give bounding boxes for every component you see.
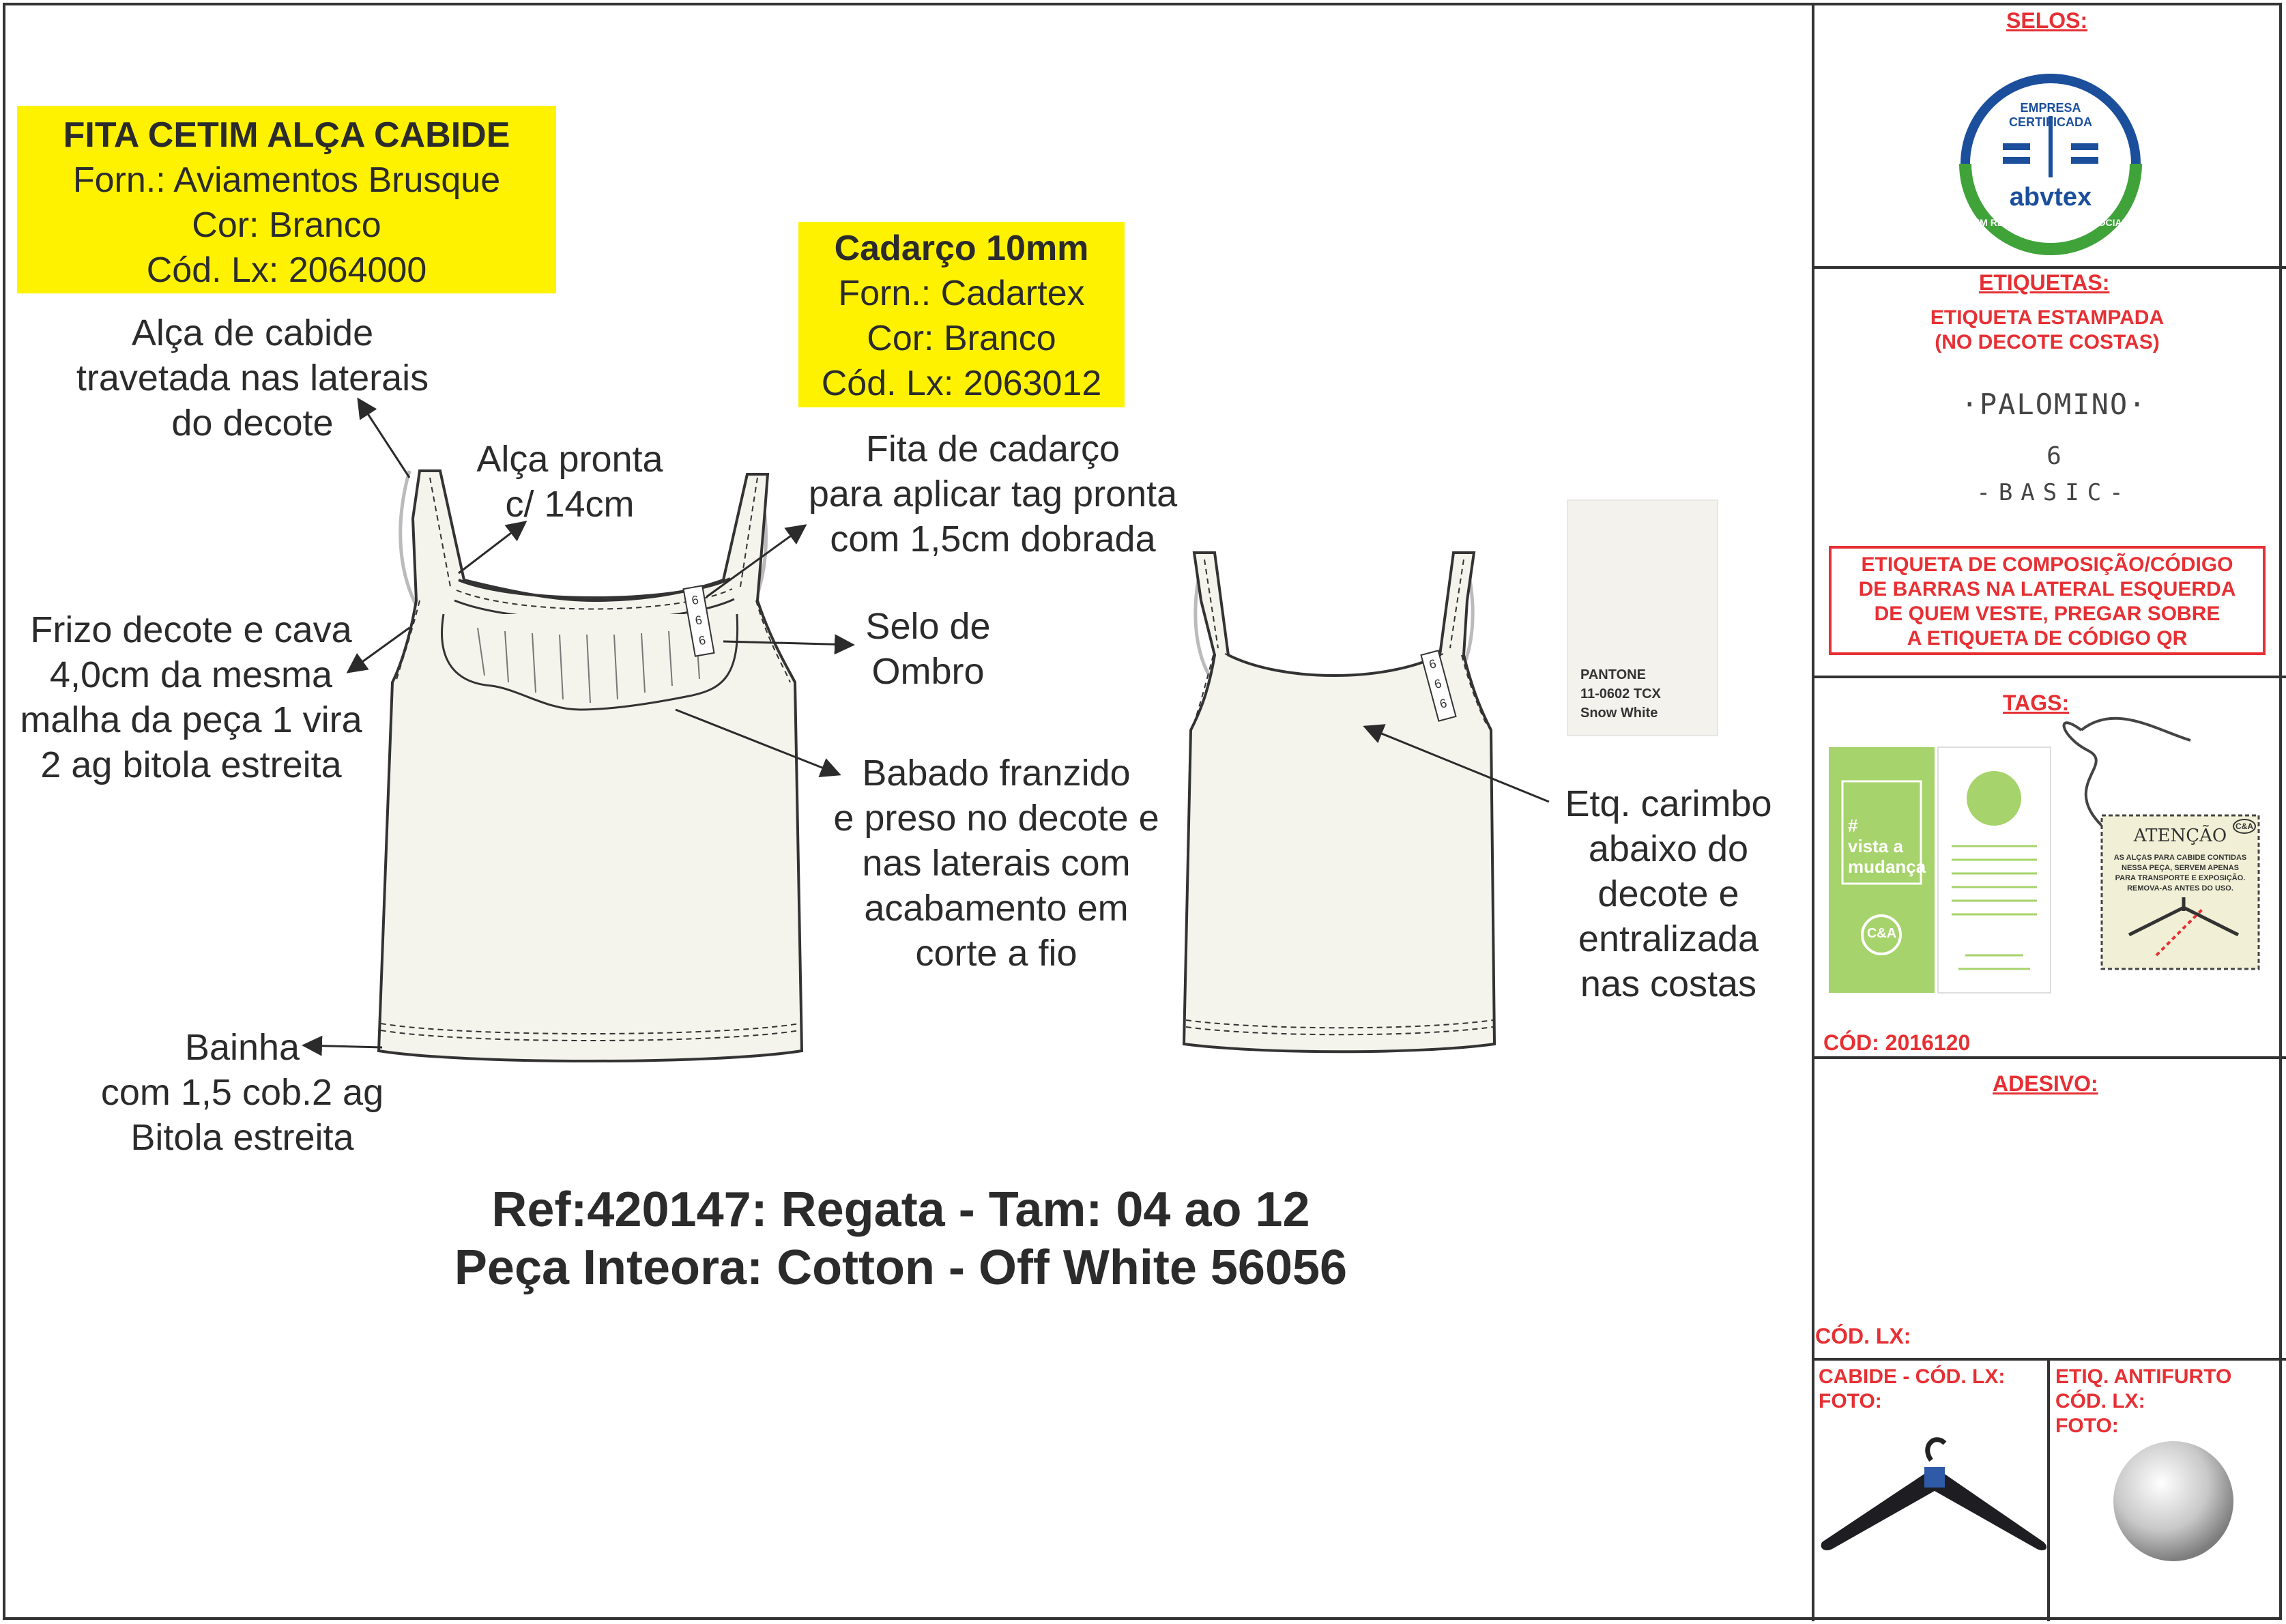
cabide-label — [1819, 1365, 2005, 1414]
callout-line: Bainha — [184, 1027, 300, 1068]
palomino-brand: ·PALOMINO· — [1961, 388, 2147, 421]
callout-fita-cadarco — [771, 426, 1215, 562]
attention-title: ATENÇÃO — [2133, 826, 2227, 846]
callout-line: Fita de cadarço — [865, 429, 1120, 469]
tag-line: PARA TRANSPORTE E EXPOSIÇÃO. — [2115, 874, 2246, 882]
svg-text:6: 6 — [690, 592, 700, 608]
panel-line: A ETIQUETA DE CÓDIGO QR — [1907, 627, 2188, 650]
note-cadarco-title: Cadarço 10mm — [834, 229, 1089, 268]
seal-brand: abvtex — [2009, 183, 2092, 212]
selos-title: SELOS: — [2006, 8, 2088, 33]
composicao-box — [1829, 546, 2266, 655]
callout-line: nas laterais com — [862, 843, 1131, 884]
adesivo-title: ADESIVO: — [1993, 1071, 2098, 1096]
callout-line: malha da peça 1 vira — [20, 699, 362, 740]
palomino-line: -BASIC- — [1976, 479, 2132, 506]
panel-line: FOTO: — [2055, 1415, 2119, 1437]
callout-line: corte a fio — [915, 933, 1077, 974]
etiqueta-estampada — [1829, 306, 2266, 355]
panel-line: ETIQUETA DE COMPOSIÇÃO/CÓDIGO — [1861, 553, 2233, 576]
note-cadarco — [798, 222, 1125, 407]
panel-line: (NO DECOTE COSTAS) — [1935, 331, 2160, 353]
palomino-size: 6 — [2046, 442, 2061, 470]
callout-line: e preso no decote e — [833, 798, 1159, 839]
pantone-line: Snow White — [1580, 706, 1658, 721]
callout-line: do decote — [171, 403, 334, 444]
panel-line: CÓD. LX: — [2055, 1390, 2145, 1412]
attention-logo: C&A — [2233, 819, 2256, 834]
note-cadarco-forn: Forn.: Cadartex — [838, 274, 1085, 313]
callout-frizo — [0, 607, 382, 787]
etiquetas-title: ETIQUETAS: — [1979, 270, 2110, 295]
cod-lx: CÓD. LX: — [1815, 1324, 1911, 1348]
callout-line: decote e — [1597, 873, 1739, 914]
tags-cod: CÓD: 2016120 — [1823, 1030, 1971, 1055]
callout-selo-ombro — [846, 604, 1010, 694]
pantone-label — [1580, 665, 1661, 723]
callout-line: acabamento em — [864, 888, 1129, 929]
panel-line: DE BARRAS NA LATERAL ESQUERDA — [1858, 578, 2236, 600]
pantone-line: PANTONE — [1580, 667, 1646, 682]
note-cadarco-cor: Cor: Branco — [867, 319, 1056, 358]
tag-line: # — [1848, 815, 1858, 836]
svg-text:6: 6 — [694, 613, 704, 628]
panel-line: ETIQ. ANTIFURTO — [2055, 1365, 2232, 1388]
seal-bottom-text: EM RESPONSABILIDADE SOCIAL — [1973, 217, 2128, 228]
callout-line: abaixo do — [1588, 828, 1749, 869]
callout-line: Etq. carimbo — [1565, 783, 1772, 824]
callout-line: para aplicar tag pronta — [808, 474, 1178, 514]
callout-line: c/ 14cm — [505, 484, 635, 525]
hanger-photo — [1821, 1440, 2046, 1550]
callout-line: Selo de — [865, 606, 991, 647]
antifurto-photo — [2113, 1441, 2233, 1561]
callout-line: Alça de cabide — [131, 313, 374, 353]
note-fita-forn: Forn.: Aviamentos Brusque — [72, 160, 501, 200]
callout-etq-carimbo — [1549, 781, 1788, 1006]
antifurto-label — [2055, 1365, 2231, 1438]
callout-alca-pronta — [450, 437, 689, 527]
callout-line: Alça pronta — [476, 439, 663, 480]
title-peca: Peça Inteora: Cotton - Off White 56056 — [454, 1241, 1348, 1295]
svg-text:6: 6 — [697, 633, 707, 648]
callout-line: Frizo decote e cava — [30, 609, 352, 650]
callout-babado — [812, 751, 1181, 976]
panel-line: DE QUEM VESTE, PREGAR SOBRE — [1874, 603, 2220, 625]
svg-text:6: 6 — [1428, 656, 1438, 672]
callout-alca-cabide — [48, 310, 457, 446]
svg-text:6: 6 — [1432, 676, 1443, 692]
callout-line: 4,0cm da mesma — [49, 654, 333, 695]
green-tag-logo: C&A — [1866, 926, 1897, 941]
seal-top-text: EMPRESA CERTIFICADA — [2009, 101, 2092, 129]
attention-text — [2105, 853, 2255, 894]
panel-line: ETIQUETA ESTAMPADA — [1930, 306, 2165, 329]
note-cadarco-cod: Cód. Lx: 2063012 — [821, 364, 1102, 403]
note-fita-title: FITA CETIM ALÇA CABIDE — [63, 115, 510, 155]
green-tag-text — [1848, 815, 1926, 877]
back-tank-top — [1184, 553, 1494, 1052]
callout-line: nas costas — [1580, 963, 1757, 1004]
tag-line: mudança — [1848, 856, 1926, 877]
callout-line: Babado franzido — [862, 753, 1131, 794]
callout-line: entralizada — [1578, 918, 1759, 959]
pantone-line: 11-0602 TCX — [1580, 686, 1661, 701]
tags-title: TAGS: — [2003, 691, 2070, 715]
callout-line: com 1,5cm dobrada — [830, 519, 1156, 560]
callout-bainha — [82, 1025, 403, 1160]
front-tank-top — [379, 471, 802, 1061]
tag-line: REMOVA-AS ANTES DO USO. — [2127, 884, 2233, 893]
callout-line: com 1,5 cob.2 ag — [100, 1072, 384, 1113]
note-fita-cor: Cor: Branco — [192, 205, 381, 245]
tag-line: AS ALÇAS PARA CABIDE CONTIDAS — [2113, 854, 2247, 862]
note-fita-cetim — [17, 106, 556, 293]
tag-line: NESSA PEÇA, SERVEM APENAS — [2122, 864, 2239, 872]
callout-line: travetada nas laterais — [76, 358, 429, 398]
tag-line: vista a — [1848, 836, 1903, 856]
svg-text:6: 6 — [1438, 696, 1449, 712]
note-fita-cod: Cód. Lx: 2064000 — [146, 250, 427, 290]
callout-line: Bitola estreita — [130, 1117, 354, 1158]
callout-line: Ombro — [871, 651, 985, 692]
panel-line: FOTO: — [1819, 1390, 1882, 1412]
title-ref: Ref:420147: Regata - Tam: 04 ao 12 — [491, 1183, 1310, 1237]
panel-line: CABIDE - CÓD. LX: — [1819, 1365, 2006, 1388]
callout-line: 2 ag bitola estreita — [40, 744, 342, 785]
